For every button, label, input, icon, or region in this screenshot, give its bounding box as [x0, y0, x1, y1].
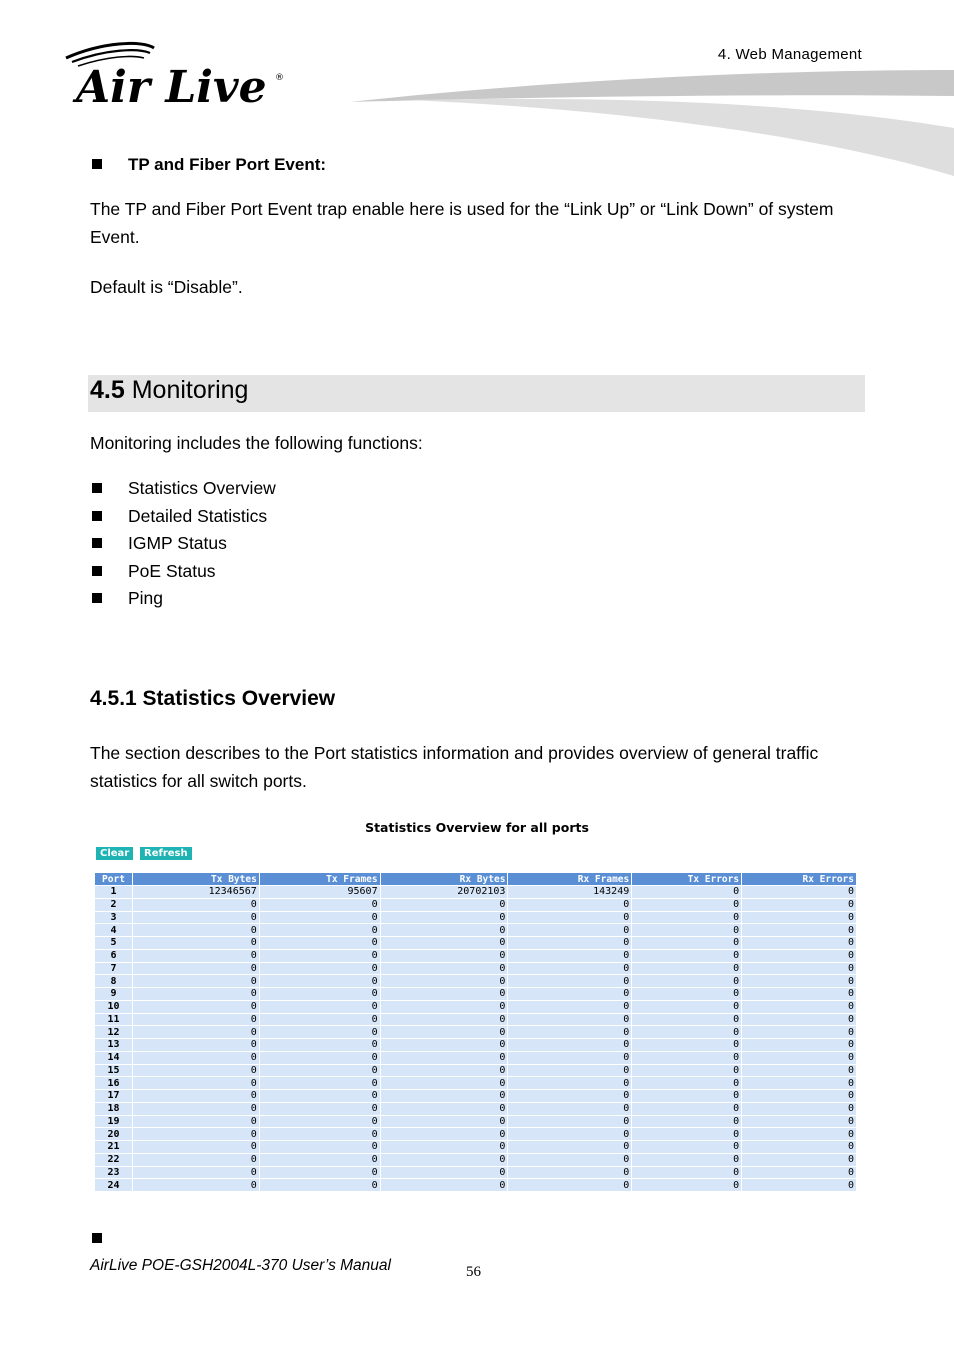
stats-screenshot-title: Statistics Overview for all ports — [365, 820, 589, 835]
value-cell: 0 — [259, 1166, 380, 1179]
list-item-label: Detailed Statistics — [128, 505, 268, 526]
stats-table — [94, 872, 857, 1192]
value-cell: 0 — [508, 1064, 632, 1077]
value-cell: 0 — [632, 1128, 742, 1141]
value-cell: 0 — [508, 1039, 632, 1052]
table-row — [95, 1090, 857, 1103]
table-row — [95, 886, 857, 899]
value-cell: 0 — [742, 1141, 857, 1154]
value-cell: 20702103 — [380, 886, 508, 899]
value-cell: 0 — [632, 1026, 742, 1039]
tp-fiber-heading — [92, 155, 326, 175]
port-cell: 17 — [95, 1090, 133, 1103]
value-cell: 0 — [632, 962, 742, 975]
value-cell: 0 — [132, 937, 259, 950]
value-cell: 0 — [380, 1141, 508, 1154]
value-cell: 0 — [132, 962, 259, 975]
list-item — [92, 476, 276, 504]
value-cell: 0 — [132, 1051, 259, 1064]
value-cell: 0 — [132, 975, 259, 988]
value-cell: 0 — [259, 924, 380, 937]
value-cell: 0 — [632, 924, 742, 937]
value-cell: 0 — [259, 1013, 380, 1026]
value-cell: 0 — [742, 1000, 857, 1013]
table-row — [95, 1026, 857, 1039]
value-cell: 0 — [259, 1051, 380, 1064]
value-cell: 0 — [508, 911, 632, 924]
value-cell: 0 — [508, 1013, 632, 1026]
table-row — [95, 975, 857, 988]
value-cell: 0 — [742, 1115, 857, 1128]
function-list — [92, 476, 276, 614]
port-cell: 21 — [95, 1141, 133, 1154]
value-cell: 0 — [742, 949, 857, 962]
table-row — [95, 949, 857, 962]
table-row — [95, 988, 857, 1001]
value-cell: 0 — [132, 1153, 259, 1166]
value-cell: 0 — [742, 1128, 857, 1141]
value-cell: 0 — [259, 949, 380, 962]
table-row — [95, 1115, 857, 1128]
table-row — [95, 1039, 857, 1052]
value-cell: 0 — [132, 1026, 259, 1039]
value-cell: 0 — [508, 924, 632, 937]
value-cell: 0 — [259, 988, 380, 1001]
subsection-title: 4.5.1 Statistics Overview — [90, 687, 336, 710]
value-cell: 0 — [632, 1013, 742, 1026]
value-cell: 0 — [632, 937, 742, 950]
value-cell: 0 — [632, 886, 742, 899]
value-cell: 0 — [259, 962, 380, 975]
value-cell: 0 — [742, 1026, 857, 1039]
value-cell: 0 — [742, 898, 857, 911]
table-row — [95, 1051, 857, 1064]
clear-button[interactable]: Clear — [96, 847, 133, 860]
list-item-label: PoE Status — [128, 560, 216, 581]
table-row — [95, 1102, 857, 1115]
value-cell: 0 — [132, 1128, 259, 1141]
column-header: Rx Frames — [508, 873, 632, 886]
value-cell: 0 — [508, 1026, 632, 1039]
value-cell: 0 — [380, 1090, 508, 1103]
value-cell: 0 — [380, 1179, 508, 1192]
value-cell: 0 — [742, 975, 857, 988]
value-cell: 0 — [632, 1115, 742, 1128]
port-cell: 19 — [95, 1115, 133, 1128]
value-cell: 0 — [632, 1179, 742, 1192]
table-row — [95, 911, 857, 924]
table-row — [95, 1013, 857, 1026]
port-cell: 18 — [95, 1102, 133, 1115]
svg-text:®: ® — [275, 73, 284, 83]
airlive-logo — [62, 40, 292, 110]
value-cell: 0 — [259, 898, 380, 911]
value-cell: 0 — [508, 988, 632, 1001]
section-number: 4.5 — [90, 376, 125, 404]
value-cell: 0 — [508, 1128, 632, 1141]
value-cell: 0 — [132, 949, 259, 962]
value-cell: 0 — [132, 1090, 259, 1103]
value-cell: 0 — [632, 1153, 742, 1166]
value-cell: 0 — [132, 1115, 259, 1128]
square-bullet-icon — [92, 1230, 102, 1248]
value-cell: 0 — [259, 1115, 380, 1128]
value-cell: 0 — [132, 1039, 259, 1052]
value-cell: 0 — [380, 1013, 508, 1026]
value-cell: 0 — [259, 1153, 380, 1166]
value-cell: 0 — [380, 1051, 508, 1064]
value-cell: 0 — [259, 1039, 380, 1052]
value-cell: 0 — [632, 975, 742, 988]
port-cell: 5 — [95, 937, 133, 950]
value-cell: 0 — [132, 1141, 259, 1154]
column-header: Tx Frames — [259, 873, 380, 886]
chapter-header: 4. Web Management — [717, 46, 862, 63]
value-cell: 0 — [742, 1064, 857, 1077]
value-cell: 0 — [132, 911, 259, 924]
value-cell: 0 — [508, 1077, 632, 1090]
list-item-label: Ping — [128, 588, 164, 609]
value-cell: 0 — [508, 1141, 632, 1154]
value-cell: 0 — [132, 988, 259, 1001]
value-cell: 0 — [259, 1141, 380, 1154]
column-header: Port — [95, 873, 133, 886]
value-cell: 0 — [380, 1153, 508, 1166]
value-cell: 0 — [132, 1179, 259, 1192]
square-bullet-icon — [92, 511, 102, 521]
column-header: Rx Errors — [742, 873, 857, 886]
list-item-label: IGMP Status — [128, 533, 227, 554]
value-cell: 0 — [508, 962, 632, 975]
table-row — [95, 962, 857, 975]
table-header-row — [95, 873, 857, 886]
value-cell: 0 — [380, 975, 508, 988]
value-cell: 0 — [380, 1064, 508, 1077]
column-header: Rx Bytes — [380, 873, 508, 886]
table-row — [95, 1128, 857, 1141]
list-item — [92, 586, 276, 614]
section-title — [90, 375, 248, 405]
column-header: Tx Errors — [632, 873, 742, 886]
value-cell: 0 — [742, 988, 857, 1001]
port-cell: 23 — [95, 1166, 133, 1179]
value-cell: 0 — [508, 937, 632, 950]
value-cell: 0 — [508, 1153, 632, 1166]
value-cell: 0 — [380, 1128, 508, 1141]
page-number: 56 — [466, 1264, 481, 1280]
value-cell: 0 — [380, 911, 508, 924]
port-cell: 6 — [95, 949, 133, 962]
value-cell: 0 — [380, 937, 508, 950]
value-cell: 0 — [380, 949, 508, 962]
value-cell: 0 — [508, 1090, 632, 1103]
value-cell: 0 — [742, 1039, 857, 1052]
value-cell: 0 — [632, 898, 742, 911]
column-header: Tx Bytes — [132, 873, 259, 886]
table-row — [95, 1179, 857, 1192]
port-cell: 13 — [95, 1039, 133, 1052]
port-cell: 24 — [95, 1179, 133, 1192]
value-cell: 0 — [259, 1128, 380, 1141]
value-cell: 0 — [742, 1090, 857, 1103]
value-cell: 0 — [632, 949, 742, 962]
value-cell: 0 — [742, 1102, 857, 1115]
value-cell: 0 — [742, 1051, 857, 1064]
value-cell: 0 — [380, 1000, 508, 1013]
value-cell: 0 — [742, 1077, 857, 1090]
refresh-button[interactable]: Refresh — [140, 847, 192, 860]
value-cell: 0 — [508, 1179, 632, 1192]
square-bullet-icon — [92, 593, 102, 603]
table-row — [95, 1077, 857, 1090]
tp-fiber-default: Default is “Disable”. — [90, 277, 243, 297]
value-cell: 0 — [259, 1064, 380, 1077]
value-cell: 0 — [259, 1179, 380, 1192]
table-row — [95, 898, 857, 911]
value-cell: 0 — [259, 911, 380, 924]
square-bullet-icon — [92, 538, 102, 548]
table-row — [95, 1064, 857, 1077]
value-cell: 0 — [259, 1102, 380, 1115]
port-cell: 4 — [95, 924, 133, 937]
tp-fiber-heading-text: TP and Fiber Port Event: — [128, 155, 327, 174]
value-cell: 0 — [742, 1013, 857, 1026]
value-cell: 0 — [259, 1077, 380, 1090]
value-cell: 0 — [742, 1153, 857, 1166]
port-cell: 22 — [95, 1153, 133, 1166]
header-swoosh-decoration — [350, 66, 954, 186]
logo-wordmark: Air Live — [76, 62, 267, 110]
value-cell: 0 — [380, 988, 508, 1001]
list-item — [92, 559, 276, 587]
square-bullet-icon — [92, 566, 102, 576]
square-bullet-icon — [92, 159, 102, 169]
value-cell: 0 — [132, 1013, 259, 1026]
value-cell: 0 — [132, 1000, 259, 1013]
value-cell: 0 — [259, 1000, 380, 1013]
value-cell: 0 — [742, 962, 857, 975]
value-cell: 0 — [632, 1166, 742, 1179]
value-cell: 0 — [132, 1166, 259, 1179]
value-cell: 0 — [132, 1102, 259, 1115]
value-cell: 0 — [508, 1051, 632, 1064]
table-row — [95, 937, 857, 950]
value-cell: 0 — [259, 975, 380, 988]
value-cell: 0 — [632, 988, 742, 1001]
value-cell: 0 — [508, 949, 632, 962]
value-cell: 95607 — [259, 886, 380, 899]
value-cell: 0 — [508, 898, 632, 911]
table-row — [95, 1000, 857, 1013]
value-cell: 0 — [380, 924, 508, 937]
value-cell: 0 — [132, 924, 259, 937]
value-cell: 0 — [632, 911, 742, 924]
value-cell: 0 — [632, 1064, 742, 1077]
tp-fiber-paragraph: The TP and Fiber Port Event trap enable here is used for the “Link Up” or “Link Down” of system Event. — [90, 199, 834, 247]
value-cell: 0 — [259, 937, 380, 950]
table-row — [95, 1166, 857, 1179]
value-cell: 0 — [632, 1000, 742, 1013]
value-cell: 0 — [742, 924, 857, 937]
port-cell: 16 — [95, 1077, 133, 1090]
value-cell: 0 — [508, 975, 632, 988]
port-cell: 1 — [95, 886, 133, 899]
port-cell: 12 — [95, 1026, 133, 1039]
table-row — [95, 1153, 857, 1166]
value-cell: 0 — [508, 1000, 632, 1013]
table-row — [95, 1141, 857, 1154]
value-cell: 0 — [508, 1102, 632, 1115]
value-cell: 0 — [380, 1077, 508, 1090]
subsection-paragraph: The section describes to the Port statistics information and provides overview of general traffic statistics for all switch ports. — [90, 743, 819, 791]
value-cell: 0 — [742, 1179, 857, 1192]
section-title-text: Monitoring — [131, 376, 249, 404]
port-cell: 14 — [95, 1051, 133, 1064]
value-cell: 0 — [259, 1090, 380, 1103]
port-cell: 7 — [95, 962, 133, 975]
value-cell: 0 — [632, 1102, 742, 1115]
value-cell: 0 — [380, 1115, 508, 1128]
value-cell: 0 — [632, 1141, 742, 1154]
list-item — [92, 531, 276, 559]
value-cell: 12346567 — [132, 886, 259, 899]
value-cell: 0 — [380, 1039, 508, 1052]
value-cell: 0 — [632, 1077, 742, 1090]
value-cell: 0 — [380, 1102, 508, 1115]
value-cell: 0 — [380, 962, 508, 975]
value-cell: 0 — [259, 1026, 380, 1039]
port-cell: 11 — [95, 1013, 133, 1026]
port-cell: 15 — [95, 1064, 133, 1077]
square-bullet-icon — [92, 483, 102, 493]
value-cell: 0 — [132, 1064, 259, 1077]
value-cell: 0 — [742, 937, 857, 950]
value-cell: 0 — [632, 1090, 742, 1103]
port-cell: 3 — [95, 911, 133, 924]
value-cell: 0 — [132, 898, 259, 911]
port-cell: 8 — [95, 975, 133, 988]
value-cell: 0 — [742, 886, 857, 899]
section-intro: Monitoring includes the following functions: — [90, 433, 423, 453]
value-cell: 0 — [132, 1077, 259, 1090]
list-item-label: Statistics Overview — [128, 478, 276, 498]
port-cell: 20 — [95, 1128, 133, 1141]
value-cell: 0 — [742, 911, 857, 924]
value-cell: 0 — [380, 898, 508, 911]
value-cell: 0 — [508, 1166, 632, 1179]
value-cell: 0 — [508, 1115, 632, 1128]
manual-title: AirLive POE-GSH2004L-370 User’s Manual — [90, 1257, 391, 1274]
value-cell: 0 — [632, 1039, 742, 1052]
port-cell: 10 — [95, 1000, 133, 1013]
port-cell: 9 — [95, 988, 133, 1001]
table-row — [95, 924, 857, 937]
value-cell: 143249 — [508, 886, 632, 899]
value-cell: 0 — [380, 1166, 508, 1179]
list-item — [92, 504, 276, 532]
value-cell: 0 — [742, 1166, 857, 1179]
port-cell: 2 — [95, 898, 133, 911]
value-cell: 0 — [380, 1026, 508, 1039]
value-cell: 0 — [632, 1051, 742, 1064]
